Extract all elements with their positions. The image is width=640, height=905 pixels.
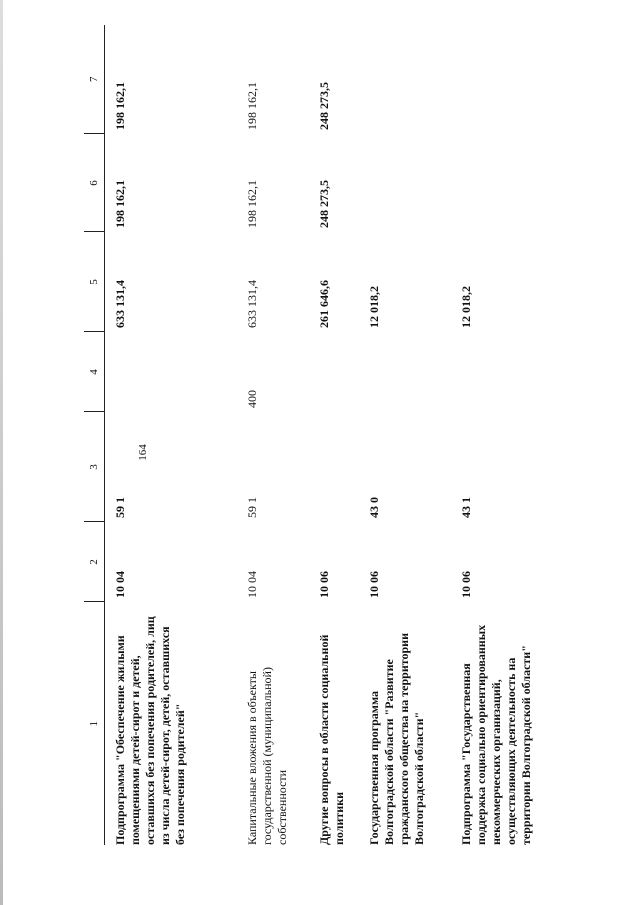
column-header: 7: [84, 25, 105, 134]
column-header: 6: [84, 134, 105, 232]
value-col6: 198 162,1: [113, 180, 127, 228]
row-name: Подпрограмма "Обеспечение жилыми помещениями детей-сирот и детей, оставшихся без попечения родителей, лиц из числа детей-сирот, детей, оставшихся без попечения родителей": [113, 616, 187, 845]
value-col6: 198 162,1: [245, 180, 259, 228]
section-code: 10 06: [459, 571, 473, 598]
value-col6: [359, 134, 451, 232]
expense-code: [359, 332, 451, 412]
section-code: 10 06: [367, 571, 381, 598]
value-col5: 12 018,2: [367, 286, 381, 328]
table-row: [359, 25, 451, 845]
target-code: 43 1: [459, 497, 473, 518]
value-col5: 261 646,6: [317, 280, 331, 328]
value-col7: 198 162,1: [245, 82, 259, 130]
row-name: Государственная программа Волгоградской области "Развитие гражданского общества на территории Волгоградской области": [367, 633, 426, 845]
value-col5: 633 131,4: [113, 280, 127, 328]
expense-code: [309, 332, 359, 412]
value-col6: [451, 134, 579, 232]
column-header: 5: [84, 232, 105, 332]
column-header: 1: [84, 602, 105, 845]
target-code: [309, 412, 359, 522]
column-header: 4: [84, 332, 105, 412]
expense-code: 400: [245, 390, 259, 408]
value-col7: 248 273,5: [317, 82, 331, 130]
value-col5: 633 131,4: [245, 280, 259, 328]
row-name: Подпрограмма "Государственная поддержка социально ориентированных некоммерческих организаций, осуществляющих деятельность на территории Волгоградской области": [459, 624, 533, 845]
value-col7: [359, 25, 451, 134]
value-col7: 198 162,1: [113, 82, 127, 130]
target-code: 43 0: [367, 497, 381, 518]
column-header: 3: [84, 412, 105, 522]
section-code: 10 06: [317, 571, 331, 598]
table-row: [309, 25, 359, 845]
value-col5: 12 018,2: [459, 286, 473, 328]
column-header: 2: [84, 522, 105, 602]
table-row: [105, 25, 238, 845]
table-row: [451, 25, 579, 845]
expense-code: [105, 332, 238, 412]
row-name: Капитальные вложения в объекты государственной (муниципальной) собственности: [245, 667, 289, 845]
page-number: 164: [137, 444, 149, 461]
target-code: 59 1: [245, 497, 259, 518]
value-col6: 248 273,5: [317, 180, 331, 228]
section-code: 10 04: [245, 571, 259, 598]
header-row: [84, 25, 105, 845]
value-col7: [451, 25, 579, 134]
section-code: 10 04: [113, 571, 127, 598]
row-name: Другие вопросы в области социальной политики: [317, 634, 346, 845]
budget-table: [84, 25, 579, 845]
table-row: [237, 25, 309, 845]
target-code: 59 1: [113, 497, 127, 518]
expense-code: [451, 332, 579, 412]
